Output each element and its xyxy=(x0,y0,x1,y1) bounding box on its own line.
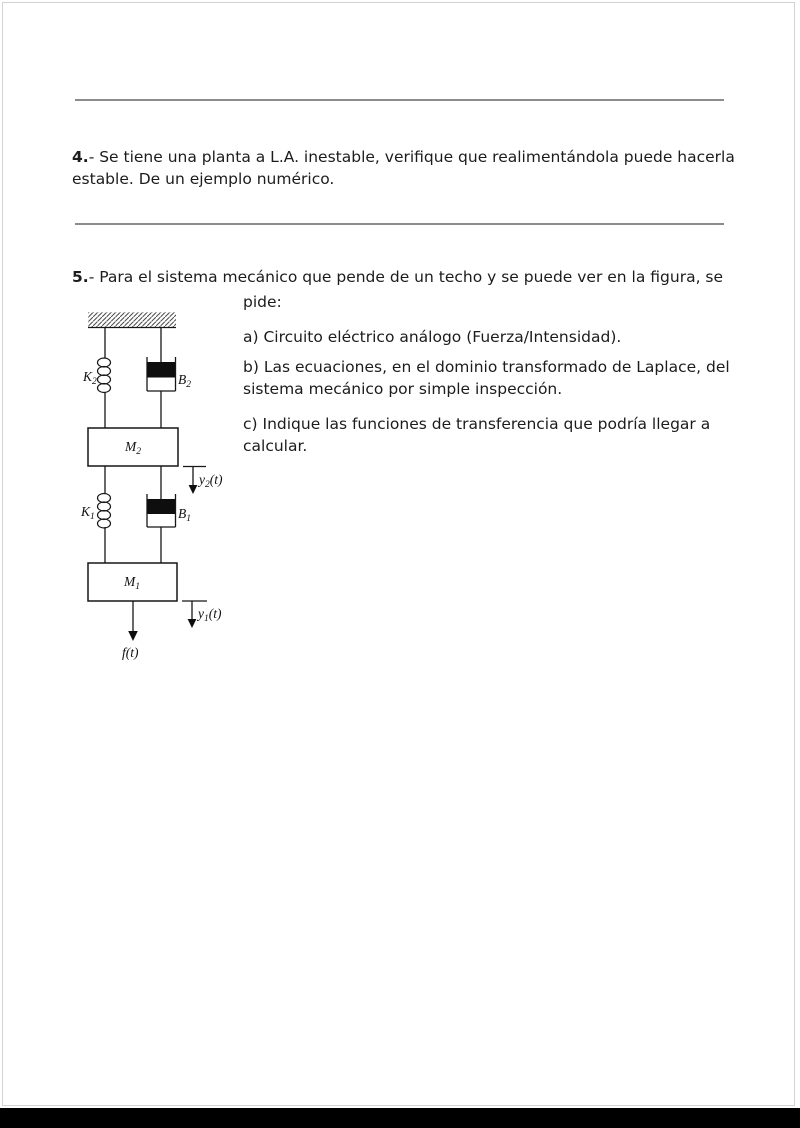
mechanical-system-figure xyxy=(75,308,235,668)
question-5-text: - Para el sistema mecánico que pende de un techo y se puede ver en la figura, se xyxy=(88,268,724,286)
spring-k1 xyxy=(98,494,111,529)
question-5-number: 5. xyxy=(72,268,89,286)
label-b2: $B_2$ xyxy=(178,372,191,390)
question-4-number: 4. xyxy=(72,148,89,166)
spring-k2 xyxy=(98,358,111,393)
question-5-line-2 xyxy=(243,291,282,313)
item-b-line-1: b) Las ecuaciones, en el dominio transformado de Laplace, del xyxy=(243,358,730,376)
ceiling-hatch xyxy=(88,312,176,327)
label-m2: $M_2$ xyxy=(125,439,141,457)
question-5-item-c xyxy=(243,413,710,457)
force-f-arrow xyxy=(128,601,138,641)
question-5-pide: pide: xyxy=(243,293,282,311)
question-4 xyxy=(72,146,735,190)
question-4-line-1 xyxy=(72,146,735,168)
question-5-item-a xyxy=(243,326,621,348)
label-y1: $y_1(t)$ xyxy=(198,606,222,624)
horizontal-rule-middle xyxy=(75,223,724,225)
label-m1: $M_1$ xyxy=(124,574,140,592)
item-c-line-2: calcular. xyxy=(243,437,308,455)
question-5 xyxy=(72,266,723,288)
item-c-line-1: c) Indique las funciones de transferencia que podría llegar a xyxy=(243,415,711,433)
item-b-line-2: sistema mecánico por simple inspección. xyxy=(243,380,563,398)
label-y2: $y_2(t)$ xyxy=(199,472,223,490)
label-k2: $K_2$ xyxy=(83,369,97,387)
question-5-item-b xyxy=(243,356,730,400)
bottom-black-bar xyxy=(0,1108,800,1128)
question-5-line-1 xyxy=(72,266,723,288)
damper-b2-piston xyxy=(148,362,176,378)
item-a-line-1: a) Circuito eléctrico análogo (Fuerza/Intensidad). xyxy=(243,328,622,346)
question-4-text: - Se tiene una planta a L.A. inestable, verifique que realimentándola puede hacerla xyxy=(88,148,735,166)
damper-b1-piston xyxy=(148,499,176,514)
question-4-line-2: estable. De un ejemplo numérico. xyxy=(72,170,335,188)
label-k1: $K_1$ xyxy=(81,504,95,522)
damper-b2 xyxy=(147,357,176,391)
horizontal-rule-top xyxy=(75,99,724,101)
label-b1: $B_1$ xyxy=(178,506,191,524)
label-f: f(t) xyxy=(122,645,139,660)
